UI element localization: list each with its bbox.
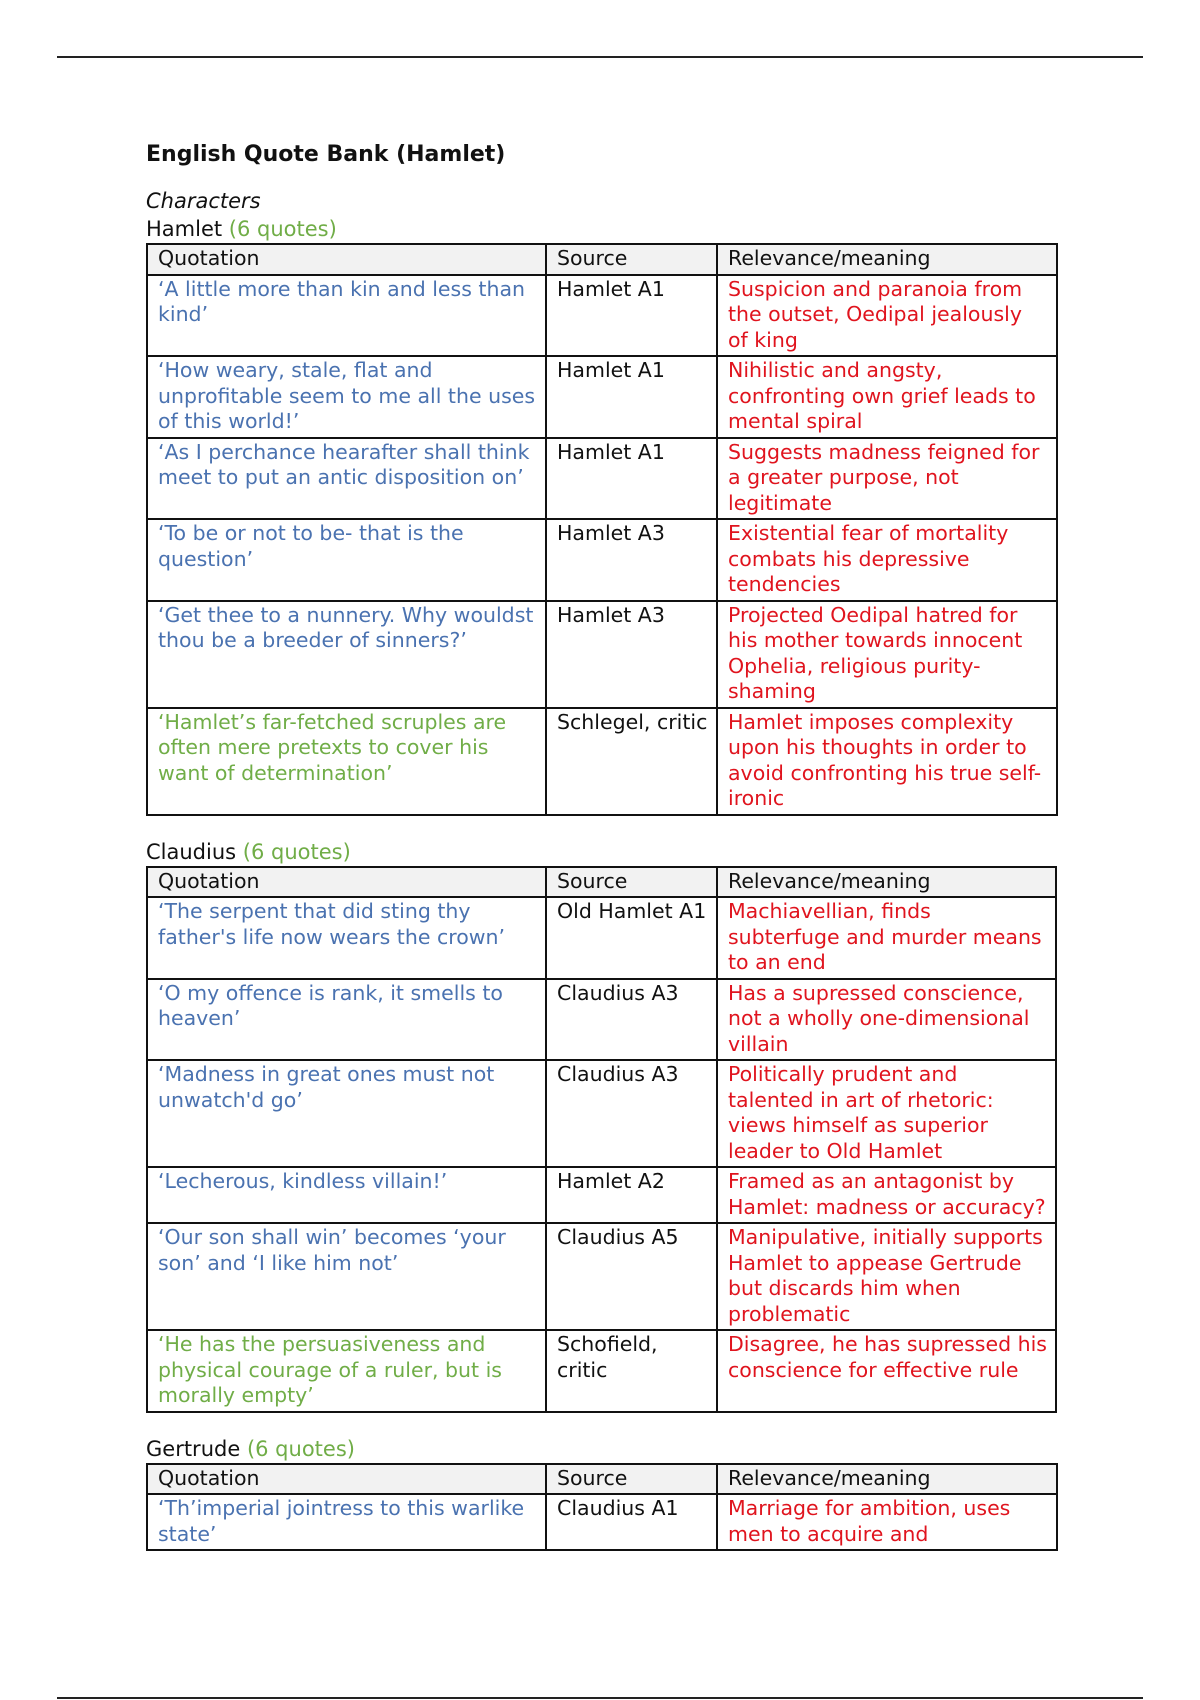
source-cell: Hamlet A2 [546, 1167, 717, 1223]
quote-cell: ‘To be or not to be- that is the question’ [147, 519, 546, 601]
critic-quote-cell: ‘He has the persuasiveness and physical courage of a ruler, but is morally empty’ [147, 1330, 546, 1412]
document-body [146, 140, 1066, 1551]
meaning-cell: Existential fear of mortality combats his depressive tendencies [717, 519, 1057, 601]
quotation-header: Quotation [147, 1464, 546, 1495]
table-row [147, 1167, 1056, 1223]
source-cell: Schofield, critic [546, 1330, 717, 1412]
quote-cell: ‘How weary, stale, flat and unprofitable seem to me all the uses of this world!’ [147, 356, 546, 438]
meaning-cell: Suspicion and paranoia from the outset, Oedipal jealously of king [717, 275, 1057, 357]
table-header-row [147, 244, 1057, 275]
critic-quote-cell: ‘Hamlet’s far-fetched scruples are often mere pretexts to cover his want of determination’ [147, 708, 546, 815]
meaning-header: Relevance/meaning [717, 244, 1057, 275]
meaning-cell: Hamlet imposes complexity upon his thoughts in order to avoid confronting his true self- ironic [717, 708, 1057, 815]
section-gap [146, 1413, 1066, 1435]
table-row [147, 275, 1057, 357]
quotation-header: Quotation [147, 244, 546, 275]
table-row [147, 1060, 1056, 1167]
source-cell: Schlegel, critic [546, 708, 717, 815]
table-row [147, 1330, 1056, 1412]
meaning-cell: Nihilistic and angsty, confronting own grief leads to mental spiral [717, 356, 1057, 438]
section-gap [146, 816, 1066, 838]
table-row [147, 708, 1057, 815]
quote-cell: ‘Our son shall win’ becomes ‘your son’ and ‘I like him not’ [147, 1223, 546, 1330]
character-heading [146, 215, 1066, 243]
table-row [147, 601, 1057, 708]
meaning-cell: Projected Oedipal hatred for his mother towards innocent Ophelia, religious purity-shaming [717, 601, 1057, 708]
source-cell: Old Hamlet A1 [546, 897, 717, 979]
quote-count: (6 quotes) [246, 1436, 355, 1461]
source-cell: Hamlet A3 [546, 519, 717, 601]
meaning-cell: Marriage for ambition, uses men to acquire and [717, 1494, 1057, 1550]
character-heading [146, 1435, 1066, 1463]
quotation-header: Quotation [147, 867, 546, 898]
table-row [147, 979, 1056, 1061]
quote-cell: ‘A little more than kin and less than kind’ [147, 275, 546, 357]
table-row [147, 1223, 1056, 1330]
section-label: Characters [146, 189, 261, 213]
source-cell: Hamlet A1 [546, 356, 717, 438]
quote-cell: ‘Madness in great ones must not unwatch'd go’ [147, 1060, 546, 1167]
quote-cell: ‘As I perchance hearafter shall think meet to put an antic disposition on’ [147, 438, 546, 520]
source-header: Source [546, 867, 717, 898]
quote-cell: ‘Th’imperial jointress to this warlike state’ [147, 1494, 546, 1550]
character-sections [146, 215, 1066, 1551]
source-cell: Hamlet A1 [546, 438, 717, 520]
source-cell: Claudius A1 [546, 1494, 717, 1550]
quote-cell: ‘The serpent that did sting thy father's life now wears the crown’ [147, 897, 546, 979]
source-cell: Claudius A3 [546, 1060, 717, 1167]
meaning-cell: Framed as an antagonist by Hamlet: madness or accuracy? [717, 1167, 1056, 1223]
table-row [147, 438, 1057, 520]
quote-table [146, 243, 1058, 816]
source-cell: Hamlet A3 [546, 601, 717, 708]
quote-cell: ‘Lecherous, kindless villain!’ [147, 1167, 546, 1223]
quote-cell: ‘O my offence is rank, it smells to heaven’ [147, 979, 546, 1061]
source-cell: Claudius A5 [546, 1223, 717, 1330]
source-cell: Claudius A3 [546, 979, 717, 1061]
table-row [147, 897, 1056, 979]
source-header: Source [546, 244, 717, 275]
meaning-cell: Has a supressed conscience, not a wholly one-dimensional villain [717, 979, 1056, 1061]
meaning-header: Relevance/meaning [717, 867, 1056, 898]
document-title: English Quote Bank (Hamlet) [146, 142, 506, 167]
table-row [147, 356, 1057, 438]
table-header-row [147, 1464, 1057, 1495]
top-rule [57, 56, 1143, 58]
character-name: Gertrude [146, 1436, 241, 1461]
source-cell: Hamlet A1 [546, 275, 717, 357]
meaning-header: Relevance/meaning [717, 1464, 1057, 1495]
quote-cell: ‘Get thee to a nunnery. Why wouldst thou be a breeder of sinners?’ [147, 601, 546, 708]
character-heading [146, 838, 1066, 866]
meaning-cell: Manipulative, initially supports Hamlet to appease Gertrude but discards him when problematic [717, 1223, 1056, 1330]
bottom-rule [57, 1697, 1143, 1699]
character-name: Claudius [146, 839, 237, 864]
quote-table [146, 1463, 1058, 1552]
meaning-cell: Disagree, he has supressed his conscience for effective rule [717, 1330, 1056, 1412]
quote-count: (6 quotes) [228, 217, 337, 241]
table-row [147, 519, 1057, 601]
quote-table [146, 866, 1057, 1413]
meaning-cell: Politically prudent and talented in art of rhetoric: views himself as superior leader to Old Hamlet [717, 1060, 1056, 1167]
character-name: Hamlet [146, 217, 223, 241]
source-header: Source [546, 1464, 717, 1495]
quote-count: (6 quotes) [242, 839, 351, 864]
meaning-cell: Suggests madness feigned for a greater purpose, not legitimate [717, 438, 1057, 520]
table-header-row [147, 867, 1056, 898]
table-row [147, 1494, 1057, 1550]
meaning-cell: Machiavellian, finds subterfuge and murder means to an end [717, 897, 1056, 979]
